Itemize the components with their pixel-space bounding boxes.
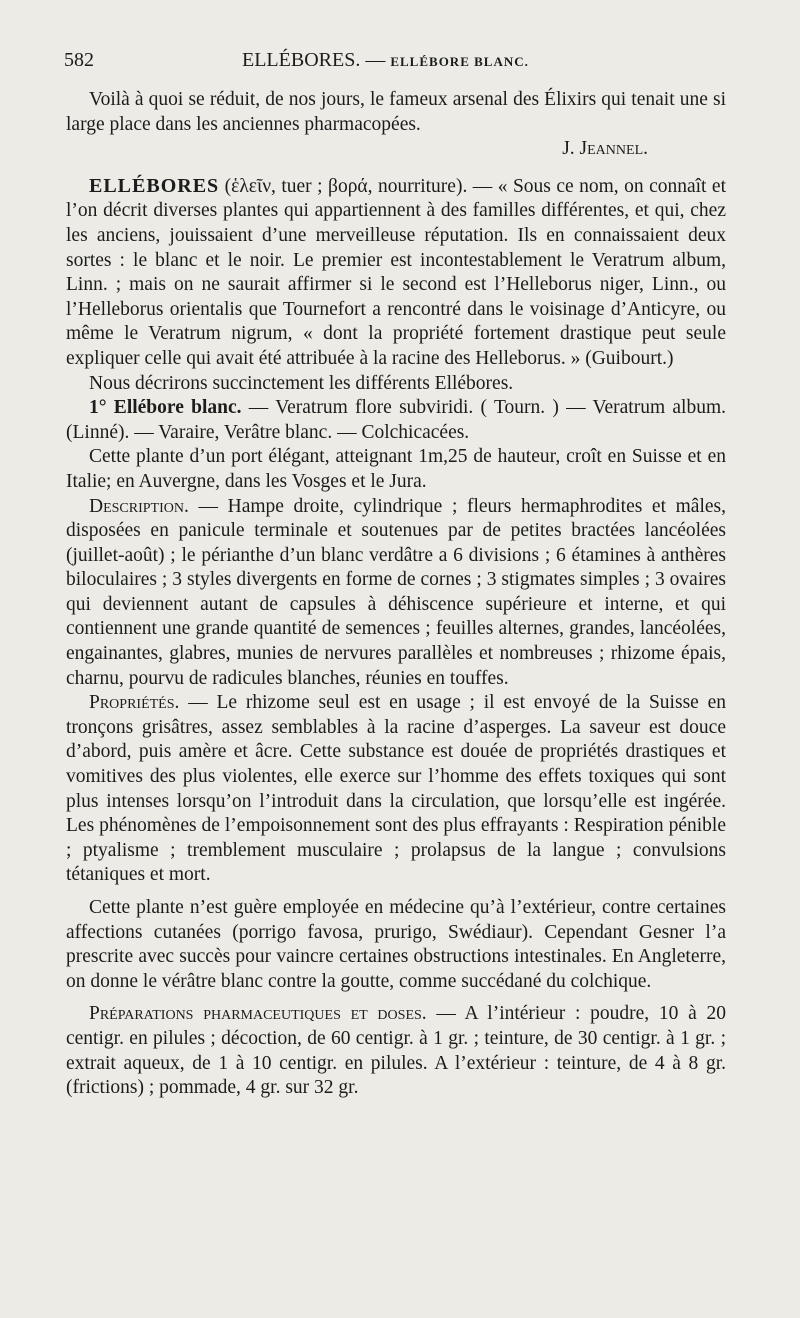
running-title-sub: ELLÉBORE BLANC. — [390, 54, 529, 69]
plant-paragraph: Cette plante d’un port élégant, atteignant 1m,25 de hauteur, croît en Suisse et en Italie; en Auvergne, dans les Vosges et le Jura. — [66, 446, 726, 492]
running-title-dash: — — [365, 49, 386, 71]
usage-paragraph: Cette plante n’est guère employée en médecine qu’à l’extérieur, contre certaines affections cutanées (porrigo favosa, prurigo, Swédiaur). Cependant Gesner l’a prescrite avec succès pour vaincre certaines obstructions intestinales. En Angleterre, on donne le vérâtre blanc contre la goutte, comme succédané du colchique. — [66, 897, 726, 992]
description-paragraph — [66, 495, 726, 692]
section-heading: 1° Ellébore blanc. — [89, 397, 242, 419]
page-body — [66, 88, 726, 1101]
description-text: — Hampe droite, cylindrique ; fleurs hermaphrodites et mâles, disposées en panicule terminale et soutenues par de petites bractées lancéolées (juillet-août) ; le périanthe d’un blanc verdâtre a 6 divisions ; 6 étamines à anthères biloculaires ; 3 styles divergents en forme de cornes ; 3 stigmates simples ; 3 ovaires qui deviennent autant de capsules à déhiscence supérieure et interne, et qui contiennent une grande quantité de semences ; feuilles alternes, grandes, lancéolées, engainantes, glabres, munies de nervures parallèles et nombreuses ; rhizome épais, charnu, pourvu de radicules blanches, réunies en touffes. — [66, 495, 726, 689]
description-label: Description. — [89, 495, 189, 517]
author-signature: J. Jeannel. — [562, 138, 648, 160]
preparations-text: — A l’intérieur : poudre, 10 à 20 centigr. en pilules ; décoction, de 60 centigr. à 1 gr. ; teinture, de 30 centigr. à 1 gr. ; extrait aqueux, de 1 à 10 centigr. en pilules. A l’extérieur : teinture, de 4 à 8 gr. (frictions) ; pommade, 4 gr. sur 32 gr. — [66, 1003, 726, 1099]
preparations-paragraph — [66, 1002, 726, 1100]
running-title — [242, 46, 529, 76]
entry-title: ELLÉBORES — [89, 174, 220, 197]
section-heading-paragraph — [66, 396, 726, 445]
properties-paragraph — [66, 691, 726, 888]
section-heading-text: — Veratrum flore subviridi. ( Tourn. ) — Veratrum album. (Linné). — Varaire, Verâtre blanc. — Colchicacées. — [66, 397, 726, 443]
elleb-paragraph — [66, 174, 726, 372]
intro-paragraph: Voilà à quoi se réduit, de nos jours, le fameux arsenal des Élixirs qui tenait une si large place dans les anciennes pharmacopées. — [66, 89, 726, 135]
entry-text: (ἑλεῖν, tuer ; βορά, nourriture). — « Sous ce nom, on connaît et l’on décrit diverses plantes qui appartiennent à des familles différentes, et qui, chez les anciens, jouissaient d’une merveilleuse réputation. Ils en connaissaient deux sortes : le blanc et le noir. Le premier est incontestablement le Veratrum album, Linn. ; mais on ne saurait affirmer si le second est l’Helleborus niger, Linn., ou l’Helleborus orientalis que Tournefort a rencontré dans le voisinage d’Anticyre, ou même le Veratrum nigrum, « dont la propriété fortement drastique peut seule expliquer celle qui avait été attribuée à la racine des Helleborus. » (Guibourt.) — [66, 175, 727, 369]
describe-paragraph: Nous décrirons succinctement les différents Ellébores. — [89, 372, 514, 394]
page-number: 582 — [64, 49, 94, 71]
running-title-main: ELLÉBORES. — [242, 49, 361, 71]
properties-label: Propriétés. — [89, 692, 180, 714]
properties-text: — Le rhizome seul est en usage ; il est envoyé de la Suisse en tronçons grisâtres, assez semblables à la racine d’asperges. La saveur est douce d’abord, puis amère et âcre. Cette substance est douée de propriétés drastiques et vomitives des plus violentes, elle exerce sur l’homme des effets toxiques qui sont plus intenses lorsqu’on l’introduit dans la circulation, que lorsqu’elle est ingérée. Les phénomènes de l’empoisonnement sont des plus effrayants : Respiration pénible ; ptyalisme ; tremblement musculaire ; prolapsus de la langue ; convulsions tétaniques et mort. — [66, 692, 726, 886]
preparations-label: Préparations pharmaceutiques et doses. — [89, 1003, 427, 1025]
